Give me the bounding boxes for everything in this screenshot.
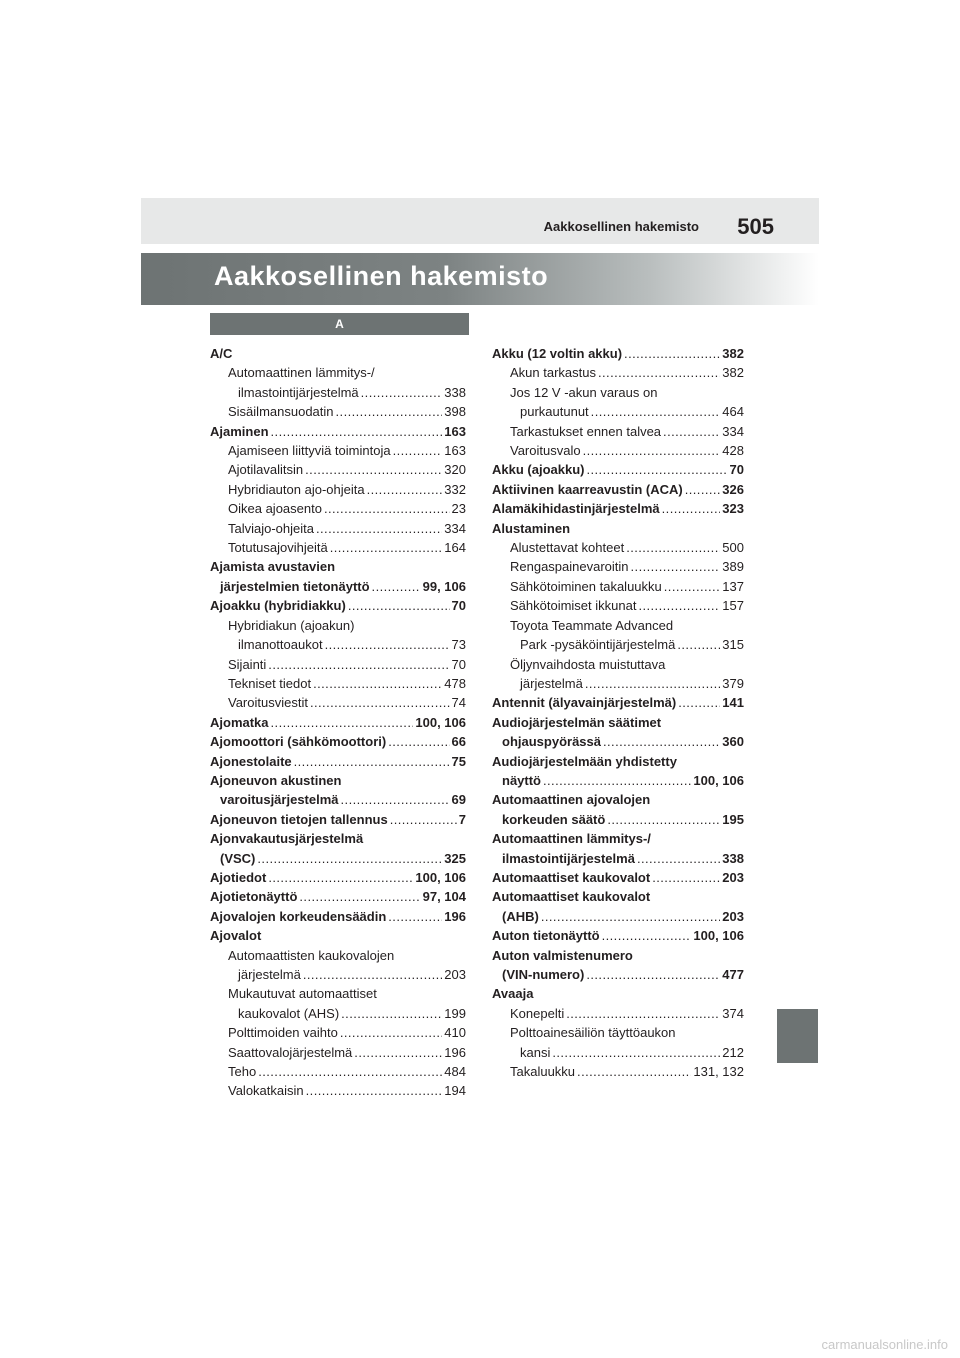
entry-page-ref[interactable]: 70	[729, 462, 744, 478]
entry-term: näyttö	[502, 772, 541, 788]
entry-term: ilmastointijärjestelmä	[238, 384, 359, 400]
entry-page-ref[interactable]: 379	[722, 675, 744, 691]
index-entry	[210, 829, 466, 868]
entry-page-ref[interactable]: 477	[722, 967, 744, 982]
dot-leader	[361, 383, 443, 402]
entry-page-ref[interactable]: 141	[722, 695, 744, 711]
section-title: Aakkosellinen hakemisto	[214, 261, 549, 291]
dot-leader	[372, 577, 421, 596]
dot-leader	[341, 790, 450, 809]
entry-term: järjestelmä	[238, 967, 301, 982]
index-entry	[492, 1023, 744, 1062]
dot-leader	[598, 363, 720, 382]
entry-term: purkautunut	[520, 404, 589, 420]
index-entry	[492, 422, 744, 441]
dot-leader	[685, 480, 721, 499]
entry-page-ref[interactable]: 203	[444, 967, 466, 982]
dot-leader	[313, 674, 442, 693]
dot-leader	[258, 1062, 442, 1081]
entry-term: Hybridiauton ajo-ohjeita	[228, 481, 365, 497]
entry-term: ohjauspyörässä	[502, 734, 601, 750]
index-entry	[210, 946, 466, 985]
dot-leader	[566, 1004, 720, 1023]
index-entry	[492, 616, 744, 655]
dot-leader	[340, 1023, 442, 1042]
entry-term: Totutusajovihjeitä	[228, 540, 328, 556]
index-entry	[492, 887, 744, 926]
entry-term: (AHB)	[502, 908, 539, 924]
entry-term: Akun tarkastus	[510, 365, 596, 381]
dot-leader	[631, 557, 721, 576]
entry-term: Ajotilavalitsin	[228, 462, 304, 478]
entry-term: Mukautuvat automaattiset	[228, 986, 377, 1002]
index-column-right	[492, 344, 744, 1081]
index-entry	[492, 946, 744, 985]
entry-page-ref[interactable]: 478	[444, 675, 466, 691]
index-entry	[210, 538, 466, 557]
entry-term: Polttimoiden vaihto	[228, 1025, 338, 1041]
index-entry	[492, 519, 744, 538]
entry-term: Konepelti	[510, 1005, 565, 1021]
index-entry	[492, 460, 744, 479]
index-entry	[492, 441, 744, 460]
index-entry	[210, 1062, 466, 1081]
dot-leader	[602, 926, 692, 945]
index-entry	[210, 926, 466, 945]
dot-leader	[268, 655, 449, 674]
dot-leader	[354, 1043, 442, 1062]
index-entry	[492, 596, 744, 615]
entry-term: Audiojärjestelmän säätimet	[492, 714, 662, 730]
running-header-title: Aakkosellinen hakemisto	[543, 219, 699, 234]
entry-term: Varoitusviestit	[228, 695, 308, 711]
entry-page-ref[interactable]: 199	[444, 1005, 466, 1021]
index-entry	[210, 596, 466, 615]
index-entry	[492, 363, 744, 382]
entry-term: Ajonvakautusjärjestelmä	[210, 831, 364, 847]
index-entry	[492, 499, 744, 518]
entry-term: Teho	[228, 1064, 257, 1080]
chapter-tab	[777, 1009, 818, 1063]
entry-term: Ajovalojen korkeudensäädin	[210, 908, 387, 924]
entry-term: Akku (ajoakku)	[492, 462, 585, 478]
dot-leader	[390, 810, 457, 829]
entry-term: Automaattiset kaukovalot	[492, 869, 651, 885]
entry-term: Öljynvaihdosta muistuttava	[510, 656, 666, 672]
dot-leader	[677, 635, 720, 654]
entry-page-ref[interactable]: 325	[444, 850, 466, 866]
entry-page-ref[interactable]: 196	[444, 908, 466, 924]
index-entry	[492, 1004, 744, 1023]
index-entry	[210, 732, 466, 751]
dot-leader	[324, 499, 450, 518]
section-title-band	[141, 253, 819, 305]
index-entry	[210, 752, 466, 771]
dot-leader	[271, 713, 414, 732]
entry-term: Automaattinen lämmitys-/	[492, 831, 651, 847]
entry-page-ref[interactable]: 332	[444, 481, 466, 497]
entry-term: ilmastointijärjestelmä	[502, 850, 635, 866]
dot-leader	[585, 674, 720, 693]
index-entry	[210, 422, 466, 441]
entry-page-ref[interactable]: 137	[722, 578, 744, 594]
entry-page-ref[interactable]: 163	[444, 423, 466, 439]
index-entry	[210, 887, 466, 906]
dot-leader	[583, 441, 721, 460]
index-entry	[210, 402, 466, 421]
entry-term: Akku (12 voltin akku)	[492, 346, 623, 361]
entry-page-ref[interactable]: 428	[722, 443, 744, 459]
entry-page-ref[interactable]: 23	[451, 501, 466, 517]
index-entry	[492, 868, 744, 887]
entry-term: Sähkötoimiset ikkunat	[510, 598, 637, 614]
dot-leader	[664, 577, 721, 596]
entry-term: Ajoneuvon akustinen	[210, 772, 342, 788]
entry-page-ref[interactable]: 315	[722, 637, 744, 653]
index-entry	[210, 344, 466, 363]
dot-leader	[388, 907, 442, 926]
entry-page-ref[interactable]: 338	[722, 850, 744, 866]
entry-term: Tekniset tiedot	[228, 675, 312, 691]
entry-page-ref[interactable]: 164	[444, 540, 466, 556]
watermark: carmanualsonline.info	[821, 1337, 948, 1352]
dot-leader	[306, 1081, 443, 1100]
entry-term: Ajomoottori (sähkömoottori)	[210, 734, 387, 750]
entry-page-ref[interactable]: 7	[458, 811, 466, 827]
entry-term: Automaattinen lämmitys-/	[228, 365, 375, 381]
dot-leader	[330, 538, 443, 557]
entry-page-ref[interactable]: 334	[444, 520, 466, 536]
index-entry	[210, 441, 466, 460]
dot-leader	[678, 693, 720, 712]
entry-term: (VSC)	[220, 850, 256, 866]
entry-page-ref[interactable]: 74	[451, 695, 466, 711]
entry-term: Avaaja	[492, 986, 534, 1002]
entry-term: korkeuden säätö	[502, 811, 606, 827]
dot-leader	[325, 635, 450, 654]
entry-page-ref[interactable]: 100, 106	[415, 714, 466, 730]
entry-page-ref[interactable]: 334	[722, 423, 744, 439]
index-entry	[210, 693, 466, 712]
entry-page-ref[interactable]: 100, 106	[415, 869, 466, 885]
dot-leader	[662, 499, 721, 518]
entry-term: Ajamiseen liittyviä toimintoja	[228, 443, 391, 459]
index-entry	[210, 907, 466, 926]
entry-term: Sähkötoiminen takaluukku	[510, 578, 662, 594]
index-entry	[492, 984, 744, 1003]
index-entry	[210, 655, 466, 674]
index-entry	[210, 868, 466, 887]
entry-term: varoitusjärjestelmä	[220, 792, 339, 808]
entry-page-ref[interactable]: 484	[444, 1064, 466, 1080]
entry-term: Aktiivinen kaarreavustin (ACA)	[492, 481, 683, 497]
entry-page-ref[interactable]: 464	[722, 404, 744, 420]
dot-leader	[336, 402, 443, 421]
dot-leader	[303, 965, 442, 984]
entry-term: Polttoainesäiliön täyttöaukon	[510, 1025, 676, 1041]
index-entry	[492, 790, 744, 829]
entry-term: Automaattisten kaukovalojen	[228, 947, 395, 963]
dot-leader	[577, 1062, 691, 1081]
dot-leader	[586, 965, 720, 984]
dot-leader	[316, 519, 442, 538]
entry-page-ref[interactable]: 389	[722, 559, 744, 575]
entry-term: kaukovalot (AHS)	[238, 1005, 340, 1021]
index-entry	[492, 1062, 744, 1081]
entry-term: kansi	[520, 1044, 551, 1060]
dot-leader	[638, 596, 720, 615]
index-entry	[210, 499, 466, 518]
index-entry	[210, 557, 466, 596]
dot-leader	[543, 771, 691, 790]
index-entry	[492, 538, 744, 557]
entry-term: Rengaspainevaroitin	[510, 559, 629, 575]
dot-leader	[603, 732, 720, 751]
index-entry	[492, 926, 744, 945]
index-entry	[210, 984, 466, 1023]
entry-term: (VIN-numero)	[502, 967, 585, 982]
index-entry	[210, 1023, 466, 1042]
entry-term: Ajoneuvon tietojen tallennus	[210, 811, 388, 827]
entry-term: järjestelmien tietonäyttö	[220, 578, 370, 594]
index-column-left	[210, 344, 466, 1101]
dot-leader	[607, 810, 720, 829]
index-entry	[210, 810, 466, 829]
entry-term: Takaluukku	[510, 1064, 576, 1080]
entry-term: Ajotietonäyttö	[210, 889, 298, 905]
entry-term: Park -pysäköintijärjestelmä	[520, 637, 676, 653]
index-entry	[210, 363, 466, 402]
dot-leader	[268, 868, 413, 887]
entry-page-ref[interactable]: 196	[444, 1044, 466, 1060]
entry-page-ref[interactable]: 382	[722, 346, 744, 361]
index-entry	[492, 693, 744, 712]
entry-page-ref[interactable]: 374	[722, 1005, 744, 1021]
entry-term: Sijainti	[228, 656, 267, 672]
dot-leader	[299, 887, 420, 906]
entry-term: Ajoakku (hybridiakku)	[210, 598, 346, 614]
entry-term: Saattovalojärjestelmä	[228, 1044, 353, 1060]
entry-term: Valokatkaisin	[228, 1083, 304, 1099]
entry-page-ref[interactable]: 157	[722, 598, 744, 614]
entry-term: Antennit (älyavainjärjestelmä)	[492, 695, 677, 711]
index-entry	[492, 713, 744, 752]
entry-page-ref[interactable]: 320	[444, 462, 466, 478]
entry-term: Sisäilmansuodatin	[228, 404, 334, 420]
entry-term: Automaattiset kaukovalot	[492, 889, 651, 905]
dot-leader	[367, 480, 443, 499]
dot-leader	[552, 1043, 720, 1062]
entry-term: Alustaminen	[492, 520, 571, 536]
dot-leader	[591, 402, 721, 421]
dot-leader	[663, 422, 720, 441]
index-entry	[210, 460, 466, 479]
index-entry	[492, 829, 744, 868]
dot-leader	[624, 344, 720, 363]
entry-page-ref[interactable]: 203	[722, 908, 744, 924]
entry-term: Oikea ajoasento	[228, 501, 322, 517]
index-entry	[210, 713, 466, 732]
entry-page-ref[interactable]: 195	[722, 811, 744, 827]
entry-page-ref[interactable]: 194	[444, 1083, 466, 1099]
entry-term: Ajonestolaite	[210, 753, 292, 769]
entry-page-ref[interactable]: 212	[722, 1044, 744, 1060]
dot-leader	[341, 1004, 442, 1023]
dot-leader	[257, 849, 442, 868]
entry-term: Audiojärjestelmään yhdistetty	[492, 753, 677, 769]
page-number: 505	[737, 214, 774, 239]
entry-page-ref[interactable]: 66	[451, 734, 466, 750]
dot-leader	[637, 849, 720, 868]
entry-term: järjestelmä	[520, 675, 583, 691]
letter-heading: A	[210, 313, 469, 335]
entry-page-ref[interactable]: 70	[451, 656, 466, 672]
index-entry	[492, 577, 744, 596]
index-entry	[210, 674, 466, 693]
dot-leader	[652, 868, 720, 887]
entry-page-ref[interactable]: 131, 132	[693, 1064, 744, 1080]
entry-term: Ajamista avustavien	[210, 559, 336, 575]
dot-leader	[305, 460, 442, 479]
entry-term: Ajaminen	[210, 423, 269, 439]
index-entry	[210, 616, 466, 655]
entry-page-ref[interactable]: 99, 106	[422, 578, 466, 594]
entry-page-ref[interactable]: 97, 104	[422, 889, 466, 905]
entry-page-ref[interactable]: 203	[722, 869, 744, 885]
entry-term: ilmanottoaukot	[238, 637, 323, 653]
dot-leader	[393, 441, 443, 460]
dot-leader	[294, 752, 450, 771]
index-entry	[492, 557, 744, 576]
dot-leader	[388, 732, 449, 751]
entry-term: Auton valmistenumero	[492, 947, 633, 963]
dot-leader	[310, 693, 450, 712]
index-entry	[210, 480, 466, 499]
entry-page-ref[interactable]: 73	[451, 637, 466, 653]
entry-term: Hybridiakun (ajoakun)	[228, 617, 355, 633]
entry-page-ref[interactable]: 100, 106	[693, 928, 744, 944]
entry-page-ref[interactable]: 338	[444, 384, 466, 400]
entry-term: Jos 12 V -akun varaus on	[510, 384, 658, 400]
index-entry	[210, 1043, 466, 1062]
entry-page-ref[interactable]: 360	[722, 734, 744, 750]
entry-term: A/C	[210, 346, 233, 361]
dot-leader	[541, 907, 720, 926]
index-entry	[210, 1081, 466, 1100]
entry-term: Automaattinen ajovalojen	[492, 792, 651, 808]
dot-leader	[586, 460, 727, 479]
entry-term: Varoitusvalo	[510, 443, 581, 459]
index-entry	[210, 519, 466, 538]
entry-term: Alamäkihidastinjärjestelmä	[492, 501, 660, 517]
entry-page-ref[interactable]: 326	[722, 481, 744, 497]
dot-leader	[271, 422, 443, 441]
entry-term: Alustettavat kohteet	[510, 540, 625, 556]
index-entry	[492, 752, 744, 791]
entry-page-ref[interactable]: 75	[451, 753, 466, 769]
index-entry	[210, 771, 466, 810]
dot-leader	[626, 538, 720, 557]
entry-term: Ajomatka	[210, 714, 269, 730]
entry-page-ref[interactable]: 100, 106	[693, 772, 744, 788]
index-entry	[492, 480, 744, 499]
entry-term: Ajotiedot	[210, 869, 267, 885]
index-entry	[492, 655, 744, 694]
entry-page-ref[interactable]: 382	[722, 365, 744, 381]
entry-term: Auton tietonäyttö	[492, 928, 600, 944]
index-entry	[492, 344, 744, 363]
entry-page-ref[interactable]: 500	[722, 540, 744, 556]
entry-page-ref[interactable]: 163	[444, 443, 466, 459]
entry-term: Ajovalot	[210, 928, 262, 944]
index-entry	[492, 383, 744, 422]
entry-term: Toyota Teammate Advanced	[510, 617, 674, 633]
entry-page-ref[interactable]: 69	[451, 792, 466, 808]
entry-page-ref[interactable]: 410	[444, 1025, 466, 1041]
entry-term: Talviajo-ohjeita	[228, 520, 314, 536]
entry-page-ref[interactable]: 398	[444, 404, 466, 420]
entry-term: Tarkastukset ennen talvea	[510, 423, 662, 439]
entry-page-ref[interactable]: 323	[722, 501, 744, 517]
running-header	[141, 198, 819, 244]
dot-leader	[348, 596, 450, 615]
entry-page-ref[interactable]: 70	[451, 598, 466, 614]
